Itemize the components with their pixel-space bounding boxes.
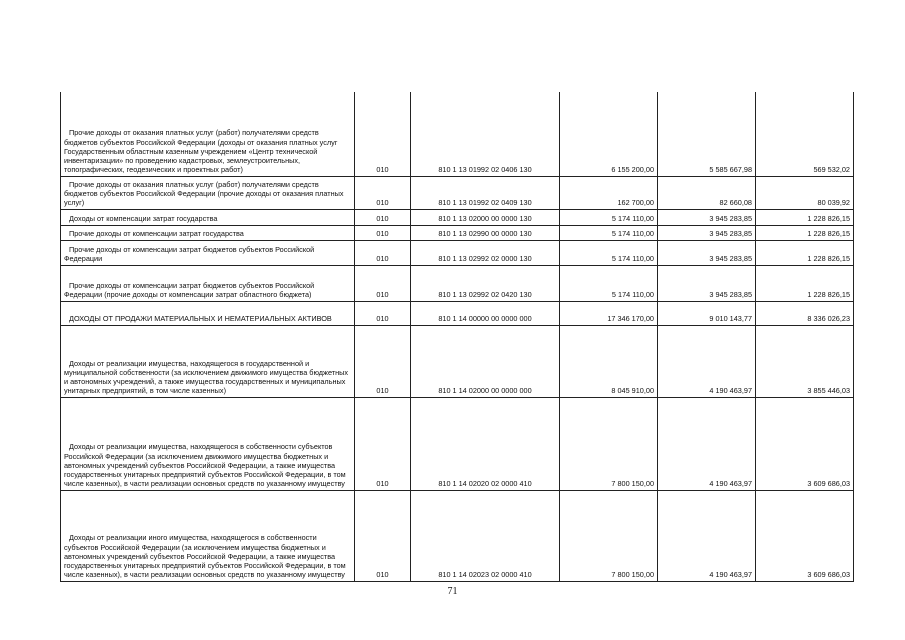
row-kbk: 810 1 14 02000 00 0000 000 — [411, 325, 560, 397]
table-row — [61, 225, 854, 240]
table-row — [61, 265, 854, 301]
row-unexecuted: 1 228 826,15 — [756, 225, 854, 240]
row-kbk: 810 1 14 02023 02 0000 410 — [411, 490, 560, 581]
row-approved: 7 800 150,00 — [560, 490, 658, 581]
row-executed: 4 190 463,97 — [658, 397, 756, 490]
row-kbk: 810 1 13 02990 00 0000 130 — [411, 225, 560, 240]
row-code: 010 — [355, 265, 411, 301]
row-unexecuted: 569 532,02 — [756, 92, 854, 176]
row-code: 010 — [355, 397, 411, 490]
row-approved: 17 346 170,00 — [560, 301, 658, 325]
table-row — [61, 240, 854, 265]
row-kbk: 810 1 13 01992 02 0409 130 — [411, 176, 560, 209]
row-code: 010 — [355, 209, 411, 225]
row-kbk: 810 1 13 01992 02 0406 130 — [411, 92, 560, 176]
row-approved: 5 174 110,00 — [560, 265, 658, 301]
row-unexecuted: 8 336 026,23 — [756, 301, 854, 325]
row-code: 010 — [355, 325, 411, 397]
row-kbk: 810 1 13 02992 02 0420 130 — [411, 265, 560, 301]
row-unexecuted: 3 609 686,03 — [756, 397, 854, 490]
row-unexecuted: 1 228 826,15 — [756, 209, 854, 225]
row-code: 010 — [355, 301, 411, 325]
table-row — [61, 301, 854, 325]
row-code: 010 — [355, 240, 411, 265]
row-executed: 82 660,08 — [658, 176, 756, 209]
row-approved: 162 700,00 — [560, 176, 658, 209]
row-name: Прочие доходы от оказания платных услуг (работ) получателями средств бюджетов субъектов Российской Федерации (прочие доходы от оказания платных услуг) — [61, 176, 355, 209]
row-unexecuted: 80 039,92 — [756, 176, 854, 209]
row-unexecuted: 1 228 826,15 — [756, 265, 854, 301]
row-name: Прочие доходы от компенсации затрат бюджетов субъектов Российской Федерации (прочие доходы от компенсации затрат областного бюджета) — [61, 265, 355, 301]
row-name: Доходы от реализации иного имущества, находящегося в собственности субъектов Российской Федерации (за исключением имущества бюджетных и автономных учреждений субъектов Российской Федерации, а также имущества государственных унитарных предприятий субъектов Российской Федерации, в том числе казенных), в части реализации основных средств по указанному имуществу — [61, 490, 355, 581]
row-kbk: 810 1 13 02000 00 0000 130 — [411, 209, 560, 225]
row-name: Прочие доходы от оказания платных услуг (работ) получателями средств бюджетов субъектов Российской Федерации (доходы от оказания платных услуг Государственным областным казенным учреждением «Центр технической инвентаризации» по проведению кадастровых, землеустроительных, топографических, геодезических и проектных работ) — [61, 92, 355, 176]
table-row — [61, 176, 854, 209]
row-code: 010 — [355, 92, 411, 176]
row-executed: 3 945 283,85 — [658, 265, 756, 301]
row-approved: 5 174 110,00 — [560, 225, 658, 240]
row-name: ДОХОДЫ ОТ ПРОДАЖИ МАТЕРИАЛЬНЫХ И НЕМАТЕРИАЛЬНЫХ АКТИВОВ — [61, 301, 355, 325]
table-row — [61, 397, 854, 490]
row-approved: 5 174 110,00 — [560, 209, 658, 225]
table-row — [61, 490, 854, 581]
row-executed: 5 585 667,98 — [658, 92, 756, 176]
row-name: Доходы от компенсации затрат государства — [61, 209, 355, 225]
row-executed: 3 945 283,85 — [658, 240, 756, 265]
row-executed: 9 010 143,77 — [658, 301, 756, 325]
row-code: 010 — [355, 490, 411, 581]
table-row — [61, 92, 854, 176]
row-approved: 7 800 150,00 — [560, 397, 658, 490]
row-executed: 4 190 463,97 — [658, 325, 756, 397]
row-code: 010 — [355, 225, 411, 240]
row-executed: 4 190 463,97 — [658, 490, 756, 581]
row-name: Прочие доходы от компенсации затрат бюджетов субъектов Российской Федерации — [61, 240, 355, 265]
row-name: Доходы от реализации имущества, находящегося в собственности субъектов Российской Федерации (за исключением движимого имущества бюджетных и автономных учреждений субъектов Российской Федерации, а также имущества государственных унитарных предприятий субъектов Российской Федерации, в том числе казенных), в части реализации основных средств по указанному имуществу — [61, 397, 355, 490]
table-row — [61, 325, 854, 397]
row-name: Доходы от реализации имущества, находящегося в государственной и муниципальной собственности (за исключением движимого имущества бюджетных и автономных учреждений, а также имущества государственных и муниципальных унитарных предприятий, в том числе казенных) — [61, 325, 355, 397]
row-kbk: 810 1 13 02992 02 0000 130 — [411, 240, 560, 265]
row-executed: 3 945 283,85 — [658, 209, 756, 225]
table-row — [61, 209, 854, 225]
row-approved: 6 155 200,00 — [560, 92, 658, 176]
row-name: Прочие доходы от компенсации затрат государства — [61, 225, 355, 240]
row-approved: 5 174 110,00 — [560, 240, 658, 265]
row-code: 010 — [355, 176, 411, 209]
row-unexecuted: 1 228 826,15 — [756, 240, 854, 265]
row-approved: 8 045 910,00 — [560, 325, 658, 397]
row-unexecuted: 3 855 446,03 — [756, 325, 854, 397]
row-kbk: 810 1 14 00000 00 0000 000 — [411, 301, 560, 325]
page-number: 71 — [447, 586, 458, 597]
row-kbk: 810 1 14 02020 02 0000 410 — [411, 397, 560, 490]
revenue-table — [60, 92, 854, 582]
row-unexecuted: 3 609 686,03 — [756, 490, 854, 581]
row-executed: 3 945 283,85 — [658, 225, 756, 240]
